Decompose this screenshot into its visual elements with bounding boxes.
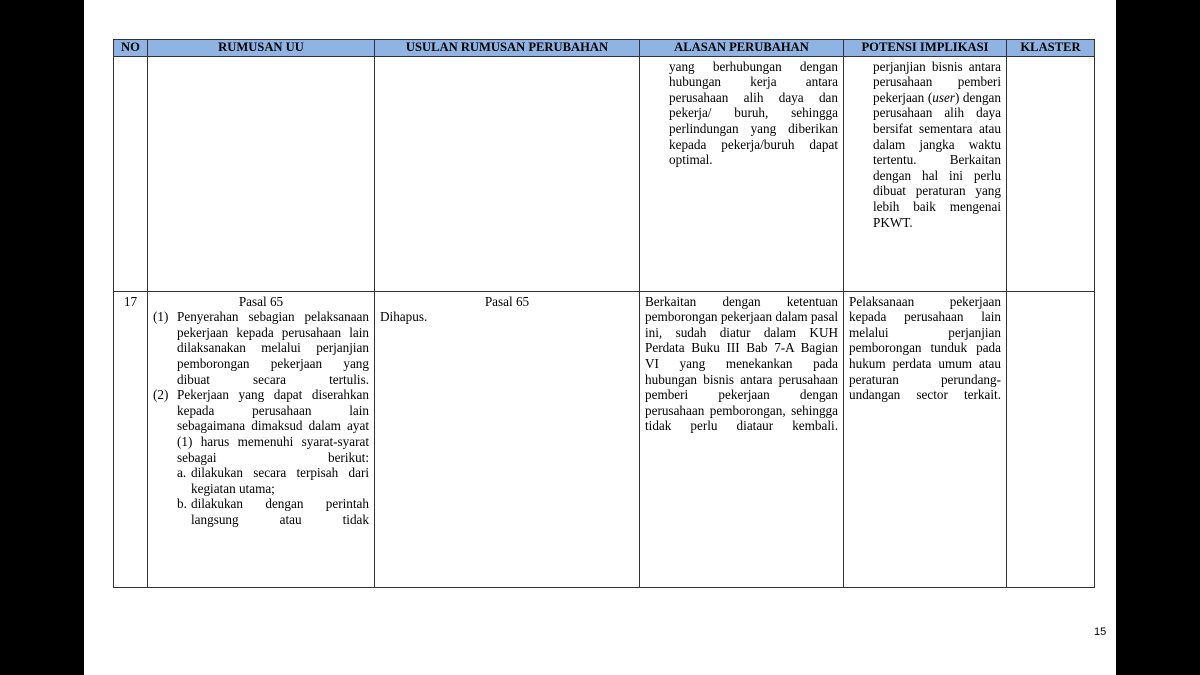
potensi-text (849, 59, 1001, 231)
sub-list-item (177, 465, 369, 496)
cell-usulan (375, 56, 640, 291)
header-potensi-implikasi: POTENSI IMPLIKASI (844, 40, 1007, 57)
cell-rumusan (148, 56, 375, 291)
cell-alasan (640, 291, 844, 587)
list-item (153, 387, 369, 527)
cell-klaster (1007, 56, 1095, 291)
potensi-text-pre: perjanjian bisnis antara perusahaan pemberi pekerjaan ( (873, 58, 1001, 105)
potensi-text-italic: user (932, 89, 955, 105)
list-item-number: (1) (153, 309, 169, 325)
sub-list-item (177, 496, 369, 527)
cell-usulan (375, 291, 640, 587)
usulan-title: Pasal 65 (484, 293, 530, 309)
table-row (114, 291, 1095, 587)
cell-klaster (1007, 291, 1095, 587)
table-header-row (114, 40, 1095, 57)
cell-rumusan (148, 291, 375, 587)
list-item (153, 309, 369, 387)
usulan-text: Dihapus. (380, 309, 428, 325)
list-item-number: (2) (153, 387, 169, 403)
table-row (114, 56, 1095, 291)
alasan-text: yang berhubungan dengan hubungan kerja antara perusahaan alih daya dan pekerja/ buruh, sehingga perlindungan yang diberikan kepada pekerja/buruh dapat optimal. (669, 58, 838, 168)
alasan-text: Berkaitan dengan ketentuan pemborongan pekerjaan dalam pasal ini, sudah diatur dalam KUH Perdata Buku III Bab 7-A Bagian VI yang menekankan pada hubungan bisnis antara perusahaan pemberi pekerjaan dengan perusahaan pemborongan, sehingga tidak perlu diataur kembali. (645, 293, 838, 434)
potensi-text: Pelaksanaan pekerjaan kepada perusahaan lain melalui perjanjian pemborongan tunduk pada hukum perdata umum atau peraturan perundang-undangan sector terkait. (849, 293, 1001, 403)
rumusan-title: Pasal 65 (238, 293, 284, 309)
header-no: NO (114, 40, 148, 57)
document-page (84, 0, 1116, 675)
sub-list-item-text: dilakukan secara terpisah dari kegiatan utama; (191, 465, 369, 496)
sub-list-item-text: dilakukan dengan perintah langsung atau tidak (191, 496, 369, 527)
list-item-text: Pekerjaan yang dapat diserahkan kepada perusahaan lain sebagaimana dimaksud dalam ayat (1) harus memenuhi syarat-syarat sebagai berikut: (177, 387, 369, 465)
cell-no (114, 56, 148, 291)
header-usulan-rumusan: USULAN RUMUSAN PERUBAHAN (375, 40, 640, 57)
cell-potensi (844, 291, 1007, 587)
header-klaster: KLASTER (1007, 40, 1095, 57)
header-rumusan-uu: RUMUSAN UU (148, 40, 375, 57)
cell-potensi (844, 56, 1007, 291)
cell-no: 17 (114, 291, 148, 587)
sub-list-item-letter: b. (177, 496, 187, 512)
list-item-text: Penyerahan sebagian pelaksanaan pekerjaan kepada perusahaan lain dilaksanakan melalui perjanjian pemborongan pekerjaan yang dibuat secara tertulis. (177, 309, 369, 387)
change-table (113, 39, 1095, 588)
sub-list-item-letter: a. (177, 465, 187, 481)
header-alasan-perubahan: ALASAN PERUBAHAN (640, 40, 844, 57)
cell-alasan (640, 56, 844, 291)
page-number: 15 (1094, 626, 1107, 638)
potensi-text-post: ) dengan perusahaan alih daya bersifat sementara atau dalam jangka waktu tertentu. Berkaitan dengan hal ini perlu dibuat peraturan yang lebih baik mengenai PKWT. (873, 89, 1001, 230)
